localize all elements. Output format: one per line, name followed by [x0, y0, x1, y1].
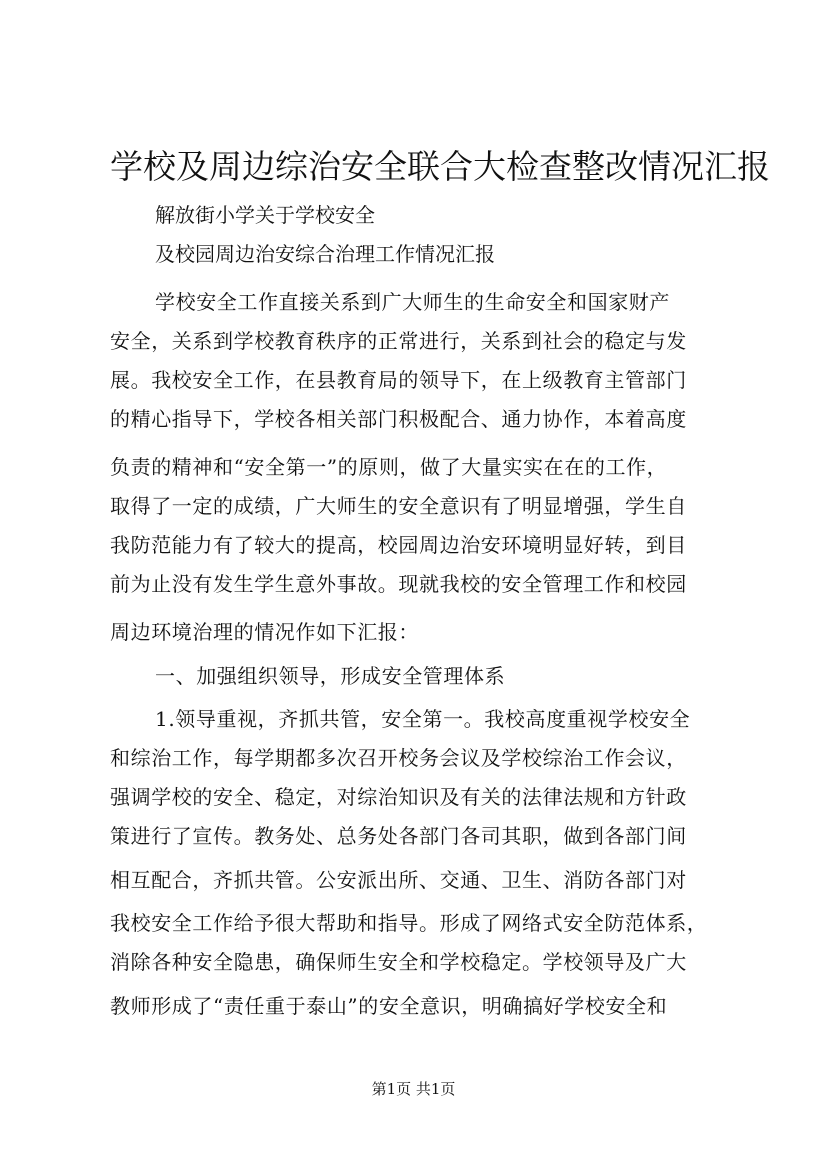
paragraph-line: 前为止没有发生学生意外事故。现就我校的安全管理工作和校园 — [110, 572, 687, 596]
subtitle-line-1: 解放街小学关于学校安全 — [155, 203, 375, 227]
paragraph-line: 教师形成了“责任重于泰山”的安全意识，明确搞好学校安全和 — [110, 994, 668, 1018]
paragraph-line: 我校安全工作给予很大帮助和指导。形成了网络式安全防范体系， — [110, 911, 708, 935]
paragraph-line: 安全，关系到学校教育秩序的正常进行，关系到社会的稳定与发 — [110, 329, 687, 353]
page-number-footer: 第1页 共1页 — [371, 1080, 456, 1098]
paragraph-line: 强调学校的安全、稳定，对综治知识及有关的法律法规和方针政 — [110, 785, 687, 809]
paragraph-line: 的精心指导下，学校各相关部门积极配合、通力协作，本着高度 — [110, 407, 687, 431]
paragraph-line: 展。我校安全工作，在县教育局的领导下，在上级教育主管部门 — [110, 368, 687, 392]
paragraph-line: 1.领导重视，齐抓共管，安全第一。我校高度重视学校安全 — [155, 707, 691, 731]
paragraph-line: 和综治工作，每学期都多次召开校务会议及学校综治工作会议， — [110, 746, 687, 770]
paragraph-line: 策进行了宣传。教务处、总务处各部门各司其职，做到各部门间 — [110, 824, 687, 848]
paragraph-line: 负责的精神和“安全第一”的原则，做了大量实实在在的工作， — [110, 455, 668, 479]
paragraph-line: 周边环境治理的情况作如下汇报： — [110, 620, 419, 644]
paragraph-line: 相互配合，齐抓共管。公安派出所、交通、卫生、消防各部门对 — [110, 868, 687, 892]
subtitle-line-2: 及校园周边治安综合治理工作情况汇报 — [155, 242, 495, 266]
section-heading: 一、加强组织领导，形成安全管理体系 — [155, 664, 506, 688]
paragraph-line: 我防范能力有了较大的提高，校园周边治安环境明显好转，到目 — [110, 533, 687, 557]
paragraph-line: 消除各种安全隐患，确保师生安全和学校稳定。学校领导及广大 — [110, 950, 687, 974]
paragraph-line: 取得了一定的成绩，广大师生的安全意识有了明显增强，学生自 — [110, 494, 687, 518]
paragraph-line: 学校安全工作直接关系到广大师生的生命安全和国家财产 — [155, 290, 670, 314]
document-title: 学校及周边综治安全联合大检查整改情况汇报 — [110, 147, 770, 186]
